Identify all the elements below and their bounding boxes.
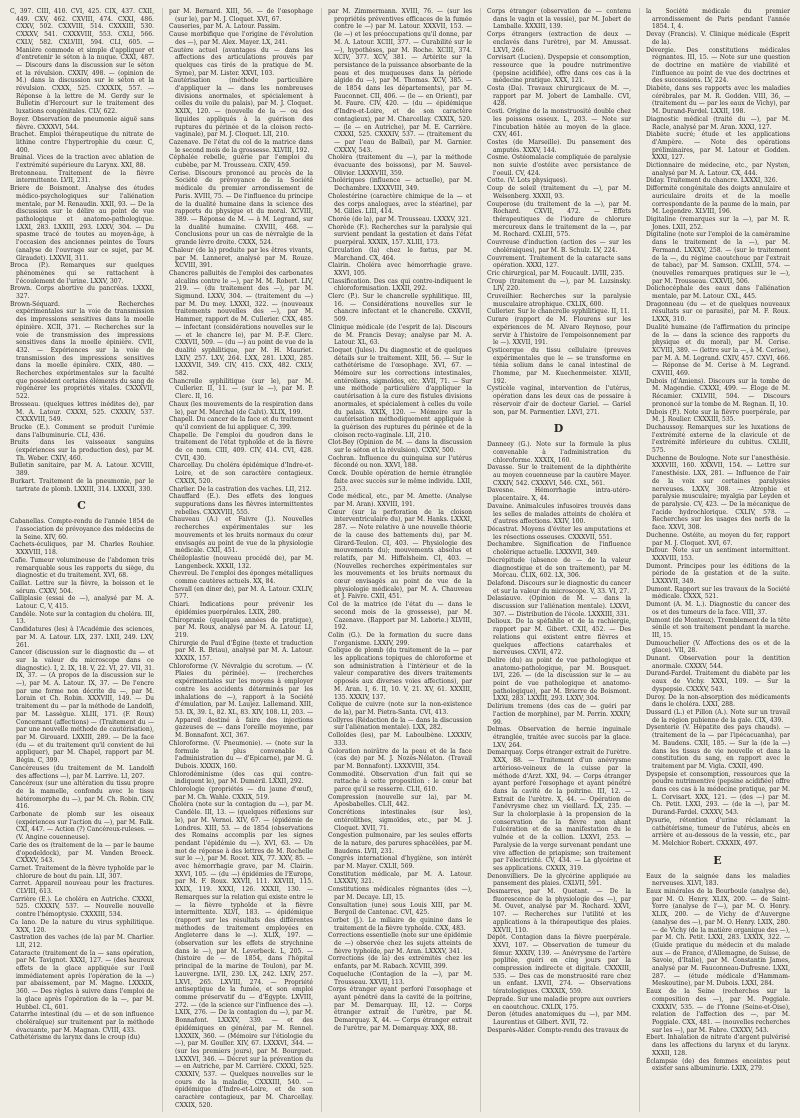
index-entry: Chlorodéminisme (des cas qui contre-indiquent le), par M. Duméril. LXXII, 292. (169, 770, 313, 786)
index-entry: par M. Bernard. XIII, 56. — de l'œsophage (sur le), par M. J. Cloquet. XVI, 67. (169, 8, 313, 23)
index-entry: Chirurgie de Paul d'Égine (texte et traduction par M. R. Briau), analysé par M. A. Latour. XXXIX, 157. (169, 639, 313, 663)
index-entry: Cruveilhier. Recherches sur la paralysie musculaire atrophique. CXLIX, 600. (487, 293, 631, 308)
index-entry: Catarrhe intestinal (du — et de son influence choléraïque) sur traitement par la méthode évacuante, par M. Magnan. CVIII, 433. (10, 1011, 154, 1034)
index-entry: Dubois (d'Amiens). Discours sur la tombe de M. Magendie. CXXXI, 499. — Éloge de M. Récamier. CXLVIII, 594. — Discours prononcé sur la tombe de M. Regnan. II, 10. (646, 377, 790, 408)
index-column-2 (162, 8, 313, 1112)
index-entry: la Société médicale du premier arrondissement de Paris pendant l'année 1854. I, 4. (646, 8, 790, 31)
index-entry: Davesne. Hémorrhagie intra-utéro-placentaire. X, 44. (487, 487, 631, 503)
index-entry: Chorède (F.). Recherches sur la paralysie qui survient pendant la gestation et dans l'état puerpéral. XXXIX, 157. XLIII, 173. (328, 223, 472, 247)
index-entry: Cancer (discussion sur le diagnostic du — et sur la valeur du microscope dans ce diagnostic). I, 2. IX, 18. V, 22. VI, 27. VII, 31. IX, 37. — (A propos de la discussion sur le —), par M. A. Latour. IX, 37. — De l'encre par une forme non décrite du —, par M. Lorain et Ch. Robin. XXXVIII, 149. — Du traitement du — par la méthode de Landolfi, par M. Lassègue. XLIII, 171. (F. Roux) Concernant (affections) — (Traitement du — par une nouvelle méthode de cautérisation), par M. Girouard. LXXIII, 289. — De la face (du — et du traitement qu'il convient de lui appliquer), par M. Chapel, rapport par M. Bégin. C, 399. (10, 649, 154, 765)
index-entry: Briere de Boismont. Analyse des études médico-psychologiques sur l'aliénation mentale, par M. Renaudin. XXII, 93. — De la discussion sur le délire au point de vue pathologique et anatomo-pathologique. LXXI, 283. LXXIII, 293. LXXV, 304. — Du spasme tracé de toutes au moyen-âge, à l'occasion des anciennes peintes de Tours (analyse de l'ouvrage sur ce sujet, par M. Giraudet). LXXVII, 311. (10, 185, 154, 262)
index-entry: Chorée (de la), par M. Trousseau. LXXXV, 321. (328, 215, 472, 223)
section-letter: E (713, 853, 723, 867)
index-entry: Dyspepsie et consomption, ressources que la poudre nutrimentive (pepsine acidifiée) offre dans ces cas à la médecine pratique, par M. L. Corvisart. XXX, 121. — (des —) par M. Ch. Petit. LXXI, 293. — (de la —), par M. Durand-Fardel. CXXXV, 543. (646, 770, 790, 817)
index-entry: Colloïdes (les), par M. Laboulbène. LXXXIV, 333. (328, 732, 472, 747)
index-entry: Causeries, par M. A. Latour. Passim. (169, 23, 281, 31)
index-entry: Cerise. Discours prononcé au procès de la Société de prévoyance de la Société médicale du premier arrondissement de Paris. XVIII, 75. — De l'influence du principe de la dualité humaine dans la science des rapports du physique et du moral. XCVIII, 389. — Réponse de M. — à M. Legrand, sur la dualité humaine. CXVIII, 468. — Conclusions pour un cas de névralgie de la grande lèvre droite. CXXX, 524. (169, 169, 313, 247)
index-entry: Demarquay. Corps étranger extrait de l'urètre. XXX, 88. — Traitement d'un anévrysme artérioso-veineux de la cuisse par la méthode d'Arzt. XXI, 94. — Corps étranger ayant perforé l'œsophage et ayant pénétré dans la cavité de la poitrine. III, 12. — Extrait de l'urètre. X, 44. — Opération de l'anévrysme chez un vieillard. LX, 235. — Sur la cholorplasie à la propension de la conservation de la fièvre non ahant l'ulcération et de sa manifestation du le vulnée et de la collion. LXXVI, 253. — Paralysie de la verge survenant pendant une vive affection de priapisme; son traitement par l'électricité. CV, 434. — La glycérine et ses applications. CXXIX, 319. (487, 749, 631, 872)
index-entry: Curare (rapport de M. Flourens sur les expériences de M. Alvaro Reynoso, pour servir à l'histoire de l'empoisonnement par le —). XXVII, 191. (487, 316, 631, 347)
index-entry: Chiropraxie (quelques années de pratique), par M. Roux, analysé par M. A. Latour. LI, 219. (169, 616, 313, 639)
index-entry: Dubois (P.). Note sur la fièvre puerpérale, par M. J. Roulier. CXXXIII, 535. (646, 408, 790, 424)
index-entry: Coloration noirâtre de la peau et de la face (cas de) par M. J. Nozès-Nélaton. (Travail par M. Bonnafont). LXXXVIII, 354. (328, 747, 472, 770)
index-entry: Chevall (en diner de), par M. A. Latour. CXLIV, 577. (169, 585, 313, 601)
index-column-4 (480, 8, 631, 1112)
index-entry: Chloroforme. (V. Pneumonie). — (note sur la formule la plus convenable à l'administration du — d'Epicarne), par M. G. Dubois. XXXIX, 160. (169, 739, 313, 770)
index-entry: Cataracte (traitement de la — sans opération, par M. Tavignot. XXXI, 127. — (des heureux effets de la glace appliquée sur l'œil immédiatement après l'opération de la —) par abaissement, par M. Magne. LXXXIX, 360. — Des règles à suivre dans l'emploi de la glace après l'opération de la —, par M. Hubbel. CL, 601. (10, 949, 154, 1011)
index-entry: Dolichocéphale des eaux dans l'aliénation mentale, par M. Latour. CXL, 445. (646, 285, 790, 301)
index-entry: Couvrement. Traitement de la cataracte sans opération. XXXI, 127. (487, 254, 631, 270)
index-entry: Chauffard (E.). Des effets des longues suppurations dans les fièvres intermittentes rebelles. CXXXVIII, 555. (169, 493, 313, 516)
index-entry: Chapelle. De l'emploi du goudron dans le traitement de l'état typhoïde et de la fièvre de ce nom. CIII, 409. CIV, 414. CVI, 428. CVII, 430. (169, 431, 313, 462)
index-entry: Chiari. Indications pour prévenir les épidémies puerpérales. LXIX, 280. (169, 601, 313, 616)
index-entry: Chloroforme (V. Névralgie du scrotum. — (V. Plaies du périnée). — (recherches expérimentales sur les moyens à employer contre les accidents déterminés par les inhalations de —), rapport à la Société d'émulation, par M. Laujez. Lallemand. XIII, 53. IX, 39. L, 82. XL, 83. XIV, 108. LI, 203. — Appareil destiné à faire des injections gazeuses de — dans l'oreille moyenne, par M. Bonnafont. XCI, 367. (169, 662, 313, 740)
index-entry: Dysenterie (V. Hépatite des pays chauds). — (traitement de la — par l'ipécacuanha), par M. Baudens. CXII, 185. — Sur la (de la —) dans les tissus de vie nouvelle et dans la constitution du sang, en rapport avec le traitement par M. Vigla. CXXII, 490. (646, 724, 790, 770)
index-entry: Brosseau. (quelques lettres inédites de), par M. A. Latour. CXXXI, 525. CXXXIV, 537. CXXXVIII, 549. (10, 400, 154, 424)
index-entry: Code médical, etc., par M. Amette. (Analyse par M. Aran). XXVIII, 191. (328, 493, 472, 508)
index-entry: Clot-Bey (Opinion de M. — dans la discussion sur le séton et la révulsion). CXXV, 500. (328, 439, 472, 455)
index-entry: Corrections (de la) des extrémités chez les enfants, par M. Rabach. XCVIII, 399. (328, 955, 472, 971)
index-entry: Cafie. Tumeur volumineuse de l'abdomen très remarquable sous les rapports du siège, du diagnostic et du traitement. XVI, 68. (10, 556, 154, 580)
index-entry: Cholériques (influence — actuelle), par M. Dechambre. LXXXVIII, 349. (328, 177, 472, 193)
index-entry: Coup de soleil (traitement du —), par M. Welsenberg. XXXII, 93. (487, 185, 631, 200)
index-entry: Davasse. Sur le traitement de la diphthérite au moyen couenneuse par la cautère Mayer. CXXIV, 542. CXXXVI, 546. CXL, 561. (487, 464, 631, 487)
index-entry: Chaleur (de la) produite par les êtres vivants, par M. Lanneret, analysé par M. Rouze. XCVIII, 391. (169, 246, 313, 270)
index-entry: Chapell. Du cancer de la face et du traitement qu'il convient de lui appliquer. C, 399. (169, 416, 313, 431)
index-entry: Ca lano. De la nature du virus syphilitique. XXX, 120. (10, 918, 154, 934)
index-entry: Diabète, dans ses rapports avec les maladies cérébrales, par M. R. Godden. VIII, 36, — (traitement du — par les eaux de Vichy), par M. Durand-Fardel. LXXII, 198. (646, 85, 790, 116)
index-entry: Boyer. Observation de pneumonie aiguë sans fièvre. CXXXVI, 544. (10, 115, 154, 131)
index-entry: Duroy. De la non-absorption des médicaments dans le choléra. LXXI, 288. (646, 693, 790, 709)
index-entry: Desmarres, par M. Quetant. — De la fluorescence de la physiologie des —), par M. Ouvet, analysé par M. Rochard. XXVI, 107. — Recherches sur l'utilité et les applications à la thérapeutique des plaies. XXVII, 110. (487, 888, 631, 934)
index-entry: Cancéreuses (du traitement de M. Landolfi des affections —), par M. Larrive. LI, 207. (10, 764, 154, 780)
index-entry: Congestion pulmonaire, par les seules efforts de la nature, des parures sphacélées, par M. Baudens. LVII, 231. (328, 832, 472, 855)
index-entry: Cysticerque du tissu cellulaire (preuves expérimentales que le — se transforme en ténia solium dans le canal intestinal de l'homme, par M. Kuechenmeister. XLVII, 192. (487, 346, 631, 385)
index-entry: Delioux. De la spéfahlie et de la rachiergie, rapport par M. Gibert. CXII, 452. — Des relations qui existent entre fièvres et quelques affections catarrhales et nerveuses. CXVII, 472. (487, 618, 631, 657)
index-entry: Candidatures (les) à l'Académie des sciences, par M. A. Latour. LIX, 237. LXII, 249. LXV, 261. (10, 626, 154, 649)
index-entry: Eaux de la Seine (recherches sur la composition des —), par M. Poggiale. CXXXIV, 535. — de l'Yonne (Seine-et-Oise), relation de l'affection des —, par M. Poggiale. CXX, 481. — (nouvelles recherches sur les —), par M. Fabre. CXXXV, 543. (646, 988, 790, 1034)
index-entry: Difformité congénitale des doigts annulaire et auriculaire droits et de la moelle correspondante de la paume de la main, par M. Legendre. XLVIII, 196. (646, 185, 790, 216)
index-entry: par M. Zimmermann. XVIII, 76. — (sur les propriétés préventives efficaces de la fumée contre le —) par M. Latour. XXXVII, 153. — (le —) et les préoccupations qu'il donne, par M. A. Latour. XCIII, 377. — Curabilité sur le —), hypothèses, par M. Roche. XCIII, 374. XCIV, 377. XCV, 381. — Artérite sur la persistance de la puissance absorbante de la peau et des muqueuses dans la période algide du —), par M. Thomas. XCV, 385. — de 1854 dans les départements), par M. Fauconnet. CII, 406. — (le — en Orient), par M. Faure. CIV, 420. — (du — épidémique d'Indre-et-Loire, et de son caractère contagieux), par M. Charcellay. CXXIX, 520. — (le — en Autriche), par M. E. Carrière. CXXXI, 525. CXXXIV, 537. — (traitement du — par l'eau de Balbaï), par M. Garnier. CXXXV, 543. (328, 8, 472, 154)
index-entry: Delafond. Discours sur le diagnostic du cancer et sur la valeur du microscope. V, 33. VI, 27. (487, 579, 631, 595)
index-entry: Corvisart (Lucien). Dyspepsie et consomption, ressource que la poudre nutrimentive (pepsine acidifiée), offre dans ces cas à la médecine pratique. XXX, 121. (487, 54, 631, 85)
index-entry: Brown-Séquard. — Recherches expérimentales sur la voie de transmission des impressions sensitives dans la moelle épinière. XCII, 371. — Recherches sur la voie de transmission des impressions sensitives dans la moelle épinière. CVII, 432. — Expériences sur la voie de transmission des impressions sensitives dans la moelle épinière. CXIX, 480. — Recherches expérimentales sur la faculté que possèdent certains éléments du sang de régénérer les propriétés vitales. CXXXVII, 522. (10, 300, 154, 401)
index-entry: Col de la matrice (de l'état du — dans le second mois de la grossesse), par M. Cazenave. (Rapport par M. Laborie.) XLVIII, 192. (328, 601, 472, 632)
index-entry: Dévergie. Des constitutions médicales régnantes. III, 15. — Note sur une question de doctrine en matière de viabilité et l'influence au point de vue des doctrines et des successions. LV, 224. (646, 46, 790, 85)
index-entry: Desparès-Alder. Compte-rendu des travaux de (487, 1026, 629, 1034)
index-entry: Delasiauve. (Opinion de M. — dans la discussion sur l'aliénation mentale). LXXVI, 307. — Distribution de l'école. LXXXIII, 331. (487, 595, 631, 618)
index-column-1 (10, 8, 154, 1112)
index-entry: Costi. Origine de la monstruosité double chez les poissons osseux. L, 203. — Note sur l'incubation hâtée au moyen de la glace. CXV, 461. (487, 108, 631, 139)
index-entry: Chevreul. De l'emploi des éponges métalliques comme cautères actuels. XX, 84. (169, 570, 313, 586)
index-entry: Cullerier. Sur le chancrelle syphilitique. II, 11. (487, 308, 630, 316)
index-entry: Choléra (traitement du —), par la méthode évacuante des boissons), par M. Sauvel-Olivier. LXXXVIII, 359. (328, 154, 472, 177)
index-entry: Cautère actuel (avantages du — dans les affections des articulations prouvés par quelques cas tirés de la pratique de M. Syme), par M. Lister. XXVI, 103. (169, 46, 313, 77)
index-entry: Clairin. Choléra avec hémorrhagie grave. XXVI, 105. (328, 262, 472, 277)
index-entry: Deron (études anatomiques du —), par MM. Laurentius et Gilbert. XVII, 72. (487, 1011, 631, 1026)
index-entry: Charcellay. Du choléra épidémique d'Indre-et-Loire, et de son caractère contagieux. CXXIX, 520. (169, 462, 313, 485)
index-entry: Circulation (la) chez le fœtus, par M. Marchand. CX, 464. (328, 246, 472, 262)
index-entry: Duchenne. Ostéite, au moyen du fer, rapport par M. J. Cloquet. XVI, 67. (646, 531, 790, 547)
index-entry: Denonvilliers. De la glycérine appliquée au pansement des plaies. CXLVII, 591. (487, 872, 631, 888)
index-entry: Deprade. Sur une maladie propre aux ouvriers en caoutchouc. CXLIX, 175. (487, 995, 631, 1011)
index-entry: Consultation (une) sous Louis XIII, par M. Bergoil de Cantenac. CVI, 425. (328, 901, 472, 917)
index-entry: Couperose (du traitement de la —), par M. Rochard. CXVII, 472. — Effets thérapeutiques de l'iodure de chlorure mercureux dans le traitement de la —, par M. Rochard. CXLIII, 575. (487, 200, 631, 239)
index-entry: Chancrelle syphilitique (sur le), par M. Cullerier. II, 11. — (sur le —), par M. P. Clerc. II, 16. (169, 377, 313, 401)
index-entry: Dysurie, rétention d'urine réclamant la cathétérisme, tumeur de l'utérus, abcès en arrière et au-dessous de la vessie, etc., par M. Melchior Robert. CXXXIX, 497. (646, 816, 790, 847)
index-entry: C, 397. CIII, 410. CVI, 425. CIX, 437. CXII, 449. CXV, 462. CXVIII, 474. CXXI, 486. CXXV, 502. CXXVIII, 514. CXXXIII, 530. CXXXV, 541. CXXXVIII, 553. CXLI, 566. CXLV, 582. CXLVIII, 594. CLI, 605. — Manière commode et simple d'appliquer et d'entretenir le séton à la nuque. CXXI, 487. — Discours dans la discussion sur le séton et la révulsion. CXXIV, 498. — (opinion de M.) dans la discussion sur le séton et la révulsion. CXXX, 525. CXXXIX, 557. — Réponse à la lettre de M. Gerdy sur le Bulletin d'Hercourt sur le traitement des luxations congénitales. CLV, 622. (10, 8, 154, 116)
index-entry: Clinique médicale (de l'esprit de la). Discours de M. Francis Devay; analyse par M. A. Latour. XL, 63. (328, 323, 472, 347)
index-entry: Colique de plomb (du traitement de la — par les applications topiques de chloroforme et son administration à l'intérieur et de la valeur comparative des divers traitements opposés aux diverses voies affections), par M. Aran. I, 6. II, 10. V, 21. XV, 61. XXXIII, 135. XXXIV, 137. (328, 647, 472, 701)
index-entry: Chauveau (A.) et Faivre (J.). Nouvelles recherches expérimentales sur les mouvements et les bruits normaux du cœur envisagés au point de vue de la physiologie médicale. CXII, 451. (169, 516, 313, 555)
index-entry: Cancéreux (sur une altération du tissu propre de la mamelle, confondu avec le tissu hétéromorphe du —), par M. Ch. Robin. CIV, 416. (10, 780, 154, 811)
index-entry: Cachets-éculiques, par M. Charles Rouhier. XXXVIII, 118. (10, 541, 154, 557)
index-entry: Cœur (sur la perforation de la cloison interventriculaire du), par M. Hanks. LXXXI, 287. — Note relative à une nouvelle théorie de la cause des battements du), par M. Girard-Teulon. CI, 403. — Physiologie des mouvements du); mouvements absolus et relatifs, par M. Hiffelsheim. CI, 403. — (Nouvelles recherches expérimentales sur les mouvements et les bruits normaux du cœur envisagés au point de vue de la physiologie médicale), par M. A. Chauveau et J. Faivre. CXII, 451. (328, 508, 472, 601)
index-entry: Cysticèle vaginal, intervention de l'utérus, opération dans les deux cas de pessaire à réservoir d'air de docteur Gariel. — Gariel son, par M. Parmentier. LXVI, 271. (487, 385, 631, 416)
index-entry: Eaux de la saignée dans les maladies nerveuses. XLVI, 183. (646, 872, 790, 888)
index-entry: Colin (G.). De la formation du sucre dans l'organisme. LXXIV, 299. (328, 631, 472, 647)
index-entry: Clerc (P.). Sur le chancrelle syphilitique. III, 16. — Considérations nouvelles sur le chancre infectant et le chancrelle. CXXVII, 509. (328, 293, 472, 324)
index-entry: Bretonneau. Traitement de la fièvre intermittente. LVII, 231. (10, 169, 154, 185)
index-entry: Corrections essentielle (note sur une épidémie de —) observée chez les sujets atteints de fièvre typhoïde, par M. Aran. LXXXV, 341. (328, 932, 472, 955)
index-entry: Céphalée rebelle, guérie par l'emploi du cubèbe, par M. Trousseau. CXIV, 459. (169, 154, 313, 170)
index-entry: Collyres (Rédaction de la — dans la discussion sur l'aliénation mentale). LXX, 282. (328, 716, 472, 732)
index-entry: Couvreuse d'induction (action des — sur les choléraiques), par M. B. Schulz. LV, 224. (487, 239, 631, 254)
index-entry: Digitaline (remarques sur la —), par M. R. Jones. LXII, 252. (646, 215, 790, 231)
index-entry: Ebert. Inhalation de nitrate d'argent pulvérisé dans les affections du larynx et du larynx. XXXII, 128. (646, 1034, 790, 1057)
index-entry: Charlier. De la castration des vaches. LII, 212. (169, 485, 312, 493)
index-entry: Delirium tremens (des cas de — guéri par l'action de morphine), par M. Perrin. XXXIV, 99. (487, 703, 631, 726)
index-entry: Corbet (J.). Le miliaire de quinine dans le traitement de la fièvre typhoïde. CXX, 483. (328, 916, 472, 932)
index-entry: Carbonate de plomb sur les oiseaux (expériences sur l'action du —), par M. Falk. CXI, 447. — Action (?) Cancéreux-ruleses. — (V. Angine couenneuse). (10, 811, 154, 842)
index-entry: Congrès international d'hygiène, son intérêt par M. Mayer. CXLII, 569. (328, 855, 472, 871)
index-entry: Carrière (E.). Le choléra en Autriche. CXXXI, 525. CXXXIV, 537. — Nouvelle nouvelle contre l'hémoptysie. CXXXIII, 534. (10, 895, 154, 919)
index-entry: Brown. Corps abortive du pancréas. LXXXI, 327. (10, 285, 154, 301)
index-entry: Chlorologie (propriétés — du jaune d'œuf), par M. Ch. Wahle. CXXIX, 519. (169, 786, 313, 801)
index-entry: Dragonneau (du — et de quelques nouveaux résultats sur ce parasite), par M. F. Roux. LXXX, 310. (646, 300, 790, 324)
index-entry: Compression (nouvelle sur la), par M. Aposbabelles. CLII, 442. (328, 793, 472, 809)
index-entry: Corps étranger (observation de — contenu dans le vagin et la vessie), par M. Jobert de Lamballe. XXXIII, 139. (487, 8, 631, 31)
index-entry: Coqueluche (Contagion de la —), par M. Trousseau. XXVII, 113. (328, 970, 472, 986)
index-entry: Croup (traitement du —), par M. Luzsinsky. LIV, 220. (487, 277, 631, 293)
index-entry: Décastrat. Moyens d'éviter les amputations et les résections osseuses. CXXXVII, 551. (487, 526, 631, 541)
index-entry: Digitaline (note sur l'emploi de la caméramine dans le traitement de la —), par M. Fermand. LXXXV, 258. — (sur le traitement de la —, du régime caoutchouc par l'extrait de tabac), par M. Samson. CXLIII, 574. — (nouvelles remarques pratiques sur le —), par M. Trousseau. CXXVII, 506. (646, 231, 790, 285)
index-entry: Castration des vaches (de la) par M. Charlier. LII, 212. (10, 934, 154, 949)
index-entry: Dumont. Principes pour les éditions de la période de la gestation et de la suite. LXXXVII, 349. (646, 562, 790, 586)
index-entry: Colique de cuivre (note sur la non-existence de la), par M. Pietra-Santa. CVI, 413. (328, 701, 472, 716)
index-entry: Calliplasie (essai de —), analysé par M. A. Latour. C, V, 415. (10, 595, 154, 611)
index-entry: Danneey (G.). Note sur la formule la plus convenable à l'administration du chloroforme. XXXIX, 160. (487, 441, 631, 464)
index-entry: Cazenave. De l'état du col de la matrice dans le second mois de la grossesse. XLVIII, 192. (169, 138, 313, 154)
index-entry: Commodité. Observation d'un fait qui se rattache à cette proposition : le cœur bat parce qu'il se resserre. CLII, 610. (328, 770, 472, 794)
index-entry: Dufour. Note sur un sentiment intermittent. XXXVIII, 153. (646, 547, 790, 562)
index-entry: Burkart. Traitement de la pneumonie, par le tartrate de plomb. LXXIII, 314. LXXXII, 330. (10, 477, 154, 493)
index-entry: Cochran. Influence du quinquina sur l'utérus fécondé ou non. XXVI, 188. (328, 454, 472, 470)
index-entry: Carie des os (traitement de la — par le baume d'opodeldock), par M. Vanden Broeck. CXXXV, 543. (10, 841, 154, 865)
index-entry: Chaux (les mouvements de la respiration dans le), par M. Marchal (de Calvi). XLIX, 199. (169, 400, 313, 416)
index-entry: Concrétions intestinales (sur les), entérolithes, sigmoïdes, etc., par M. J. Cloquet. XVII, 71. (328, 809, 472, 832)
index-entry: Devay (Francis). V. Clinique médicale (Esprit de la). (646, 31, 790, 46)
index-entry: Corps étranger ayant perforé l'œsophage et ayant pénétré dans la cavité de la poitrine, par M. Demarquay. III, 12. — Corps étranger extrait de l'urètre, par M. Demarquay. X, 44. — Corps étranger extrait de l'urètre, par M. Demarquay. XXX, 88. (328, 986, 472, 1032)
index-entry: Cric chirurgical, par M. Foucault. LVIII, 235. (487, 269, 625, 277)
index-entry: Delire (du) au point de vue pathologique et anatomo-pathologique, par M. Bousquet. LVI, 226. — (de la discussion sur le — au point de vue pathologique et anatomo-pathologique), par M. Brierre de Boismont. LXXI, 283. LXXIII, 293. LXXV, 304. (487, 656, 631, 703)
index-entry: Davaine. Animalcules infusoires trouvés dans les selles de malades atteints de choléra et d'autres affections. XXIV, 100. (487, 502, 631, 526)
index-entry: Dumouchelier (V. Affections des os et de la glace). VII, 28. (646, 639, 790, 655)
index-entry: Cathétérisme du larynx dans le croup (du) (10, 1034, 140, 1042)
index-entry: Brucke (E.). Comment se produit l'urémie dans l'albuminurie. CLI, 436. (10, 423, 154, 439)
index-entry: Constitutions médicales régnantes (des —), par M. Decaye. LII, 15. (328, 886, 472, 901)
index-entry: Dumont (de Monteux). Tremblement de la tête sénile et son traitement pendant la marche. III, 15. (646, 616, 790, 639)
index-entry: Duchaussoy. Remarques sur les luxations de l'extrémité externe de la clavicule et de l'extrémité inférieure du cubitus. CXLIII, 575. (646, 423, 790, 455)
index-entry: Bruits dans les vaisseaux sanguins (expériences sur la production des), par M. Th. Weber. CXIV, 460. (10, 439, 154, 462)
index-entry: Cosme. Ostéomalacie compliquée de paralysie non suivie d'ostéite avec persistance de l'oeuil. CV, 424. (487, 154, 631, 177)
index-entry: Cause morbifique que l'origine de l'évolution des —), par M. Alex. Mayer. LX, 241. (169, 31, 313, 46)
index-entry: Choléra (note sur la contagion du —), par M. Candèle. III, 13. — (quelques réflexions sur le), par M. Vernoi. XIV, 67. — (épidémie de Londres. XIII, 53. — de 1854 (observations des Romains accomplis par les signes pendant l'épidémie du —). XVI, 63. — Un mot de réponse à des lettres de M. Rochelle sur le —), par M. Rocet. XIX, 77. XXV, 85. — avec hémorrhagie grave, par M. Clairin. XXVI, 105. — (du —) épidémies de l'Europe, par M. F. Roux. XXVII, 111. XXVIII, 115. XXIX, 119. XXXI, 126. XXXII, 130. — Remarques sur la relation qui existe entre le — la fièvre typhoïde et la fièvre intermittente. XLVI, 183. — épidémique (rapport sur les résultats des différentes méthodes de traitement employées en Angleterre dans le —). XLIX, 197. — (observation sur les effets de strychnine dans le —), par M. Leverbeck. L, 205. — (histoire de — de 1854, dans l'hôpital principal de la marine de Toulon), par M. Lauvergne. LVII, 230. LX, 242. LXIV, 257. LXVI, 265. LXVIII, 274. — Propriété antiseptique de la fumée, et son emploi comme préservatif du — d'Egypte. LXVIII, 272. — (de la science sur l'influence des —). LXIX, 276. — De la contagion du —), par M. Bonnafont. LXXXV, 339. — et des épidémiques en général, par M. Rennel. LXXXIX, 360. — (Mémoire sur l'étiologie du —), par M. Gouller. XIV, 67. LXXXVI, 344. — (sur les premiers jours), par M. Bourguet. LXXXVI, 346. — Décret sur la prévention du — en Autriche, par M. Carrière. CXXXI, 525. CXXXIV, 537. — Quelques nouvelles sur le cours de la maladie, CXXXIII, 540. — épidémique d'Indre-et-Loire, et de son caractère contagieux, par M. Charcellay. CXXIX, 520. (169, 801, 313, 1109)
section-letter: C (77, 499, 87, 513)
index-entry: Delmas. Observation de hernie inguinale étranglée, traitée avec succès par la glace. LXV, 264. (487, 726, 631, 749)
index-entry: Cotte. (V. Lots physiques). (487, 177, 568, 185)
index-entry: Dépôt. Contagion dans la fièvre puerpérale. XXVI, 107. — Observation de tumeur du fémur. XXXIV, 139. — Anévrysme de l'artère poplitée, guéri en cinq jours par la compression indirecte et digitale. CXXXIII, 535. — Des cas de monstruosité rare chez un enfant. LXVII, 274. — Observations tératologiques. CXXXIX, 559. (487, 934, 631, 996)
index-entry: Cabanellas. Compte-rendu de l'année 1854 de l'association de prévoyance des médecins de la Seine. XIV, 60. (10, 518, 154, 541)
index-entry: Cautérisation (méthode particulière d'appliquer la — dans les nombreuses divisions anormales, et spécialement à celles du voile du palais), par M. J. Cloquet. XXIX, 120. — (nouvelle de la — ou des liquides appliqués à la guérison des ruptures du périnée et de la cloison recto-vaginale), par M. J. Cloquet. LII, 210. (169, 77, 313, 139)
index-entry: Décrépitude (absence de — de la valeur diagnostique et de son traitement), par M. Morcau. CLIX, 602. LX, 306. (487, 556, 631, 580)
index-entry: Chéiloplastie (nouveau procédé de), par M. Langenbeck. XXXII, 132. (169, 554, 313, 570)
index-entry: Durand-Fardel. Traitement du diabète par les eaux de Vichy. XXXI, 109. — Sur la dyspepsie. CXXXV, 543. (646, 670, 790, 693)
index-entry: Costa (Da). Travaux chirurgicaux de M. —, rapport par M. Jobert de Lamballe. CVI, 428. (487, 85, 631, 108)
index-entry: Diday. Traitement du chancre. LXXXI, 326. (646, 177, 778, 185)
index-entry: Chancres palluités de l'emploi des carbonates alcalins contre le —), par M. M. Robert. LIV, 219. — (du traitement des —), par M. Sigmund. LXXV, 304. — (traitement du —) par M. Du mey. LXXXI, 322. — (nouveaux traitements nouvelles des —), par M. Hammer, rapport de M. Cullerier. CXX, 485. — infectant (considérations nouvelles sur le — et le chancre le), par M. P.-F. Clerc. CXXVII, 509. — (du —) au point de vue de la dualité syphilitique, par M. H. Mauriet. LXIV, 257. LXV, 264. LXX, 281. LXXI, 285. LXXXVII, 349. CIV, 415. CXX, 482. CXLV, 582. (169, 269, 313, 378)
index-entry: Cœck. Double opération de hernie étranglée faite avec succès sur le même individu. LXII, 253. (328, 470, 472, 493)
index-entry: Duchenne de Boulogne. Note sur l'anesthésie. XXXVIII, 160. XXXVII, 154. — Lettre sur l'anesthésie. LXX, 281. — Influence de l'air de la voix sur certaines paralysies nerveuses. LXXV, 308. — Atrophie et paralysie musculaire; myalgia par Leyden et de paralysie. CV, 423. — De la mécanique de l'acide hydrochlorique. CXLIV, 578. — Recherches sur les usages des nerfs de la face. XXVI, 308. (646, 454, 790, 532)
index-entry: Dictionnaire de médecine, etc., par Nysten, analysé par M. A. Latour. CX, 444. (646, 162, 790, 177)
index-column-5 (639, 8, 790, 1112)
index-entry: Corps étrangers (extraction de deux — enclavés dans l'urètre), par M. Amussat. LXVI, 266. (487, 31, 631, 54)
index-column-3 (321, 8, 472, 1112)
index-entry: Carnet. Traitement de la fièvre typhoïde par le chlorure de bout du pain. LII, 307. (10, 864, 154, 880)
section-letter: D (553, 422, 565, 436)
index-entry: Dussard (L.) et Pillon (A.). Note sur un travail de la région pubienne de la gale. CIX, 439. (646, 708, 790, 724)
index-entry: Classification. Des cas qui contre-indiquent le chloroformisation. LXXII, 292. (328, 277, 472, 293)
index-entry: Carret. Appareil nouveau pour les fractures. CLVIII, 613. (10, 880, 154, 896)
index-entry: Dumont. Rapport sur les travaux de la Société médicale. CXXX, 521. (646, 585, 790, 601)
index-entry: Brachet. Emploi thérapeutique du nitrate de lithine contre l'hypertrophie du cœur. C, 400. (10, 131, 154, 154)
index-entry: Broca (P.). Remarques sur quelques phénomènes qui se rattachent à l'écoulement de l'urine. LXXV, 307. (10, 262, 154, 285)
index-entry: Cholestérine (caractère chimique de la — et des corps analogues, avec la stéarine), par M. Gilles. LIII, 414. (328, 192, 472, 216)
index-entry: Dumont (A. M. L.). Diagnostic du cancer des os et des tumeurs de la face. VIII, 37. (646, 601, 790, 616)
index-entry: Costes (de Marseille). Du pansement des amputés. XXXV, 144. (487, 138, 631, 154)
index-entry: Candèle. Note sur la contagion du choléra. III, 13. (10, 610, 154, 626)
index-entry: Diagnostic médical (traité du —), par M. Racle, analysé par M. Aran. XXXI, 127. (646, 115, 790, 131)
index-entry: Diabète sucré; étude et les applications d'Ampère. — Note des opérations préliminaires, par M. Latour et Godden. XXXI, 127. (646, 131, 790, 162)
index-entry: Caillat. Lettre sur la fièvre, la boisson et le sérum. CXXV, 504. (10, 579, 154, 595)
index-entry: Dechambre. Signification de l'influence cholérique actuelle. LXXXVII, 349. (487, 541, 631, 557)
index-entry: Dualité humaine (de l'affirmation du principe de la — dans la science des rapports du physique et du moral), par M. Cerise. XCVIII, 389. — (lettre sur la —, à M. Cerise), par M. A. M. Legrand. CXIV, 457. CXVI, 466. — Réponse de M. Cerise à M. Legrand. CXVIII, 469. (646, 323, 790, 378)
index-entry: Brainal. Vices de la traction avec ablation de l'extrémité supérieure du Larynx. XXI, 88. (10, 154, 154, 170)
index-entry: Dunant. Observation pour la dentition anormale. CXXXV, 544. (646, 655, 790, 670)
index-entry: Bulletin sanitaire, par M. A. Latour. XCVIII, 389. (10, 462, 154, 478)
index-entry: Éclampsie (de) des femmes enceintes peut exister sans albuminurie. LXIX, 279. (646, 1057, 790, 1073)
index-entry: Cloquet (Jules). Du diagnostic et de quelques détails sur le traitement. XIII, 56. — Sur le cathétérisme de l'œsophage. XVI, 67. — Mémoire sur les corrections intestinales, entéroliens, sigmoïdes, etc. XVII, 71. — Sur une méthode particulière d'appliquer la cautérisation à la cure des fistules divisions anormales, et spécialement à celles du voile du palais. XXIX, 120. — Mémoire sur la cautérisation méthodiquement appliquée à la guérison des ruptures du périnée et de la cloison recto-vaginale. LII, 210. (328, 346, 472, 439)
index-entry: Eaux minérales de la Bourboule (analyse de), par M. O. Henry. XLIX, 200. — de Saint-Yorre (analyse de l'—), par M. O. Henry. XLIX, 200. — de Vichy de d'Auvergne (analyse des —), par M. O. Henry. LXIX, 280. — de Vichy (de la matière organique des —), par M. Ch. Petit. LXXI, 283. LXXIX, 322. — (Guide pratique du médecin et du malade aux — de France, d'Allemagne, de Suisse, de Savoie, d'Italie), par M. Constantin James, analysé par M. Fauconneau-Dufresne. LXXI, 287. — (étude médicale d'Hammam-Meskoutine), par M. Dubois. LXXI, 284. (646, 888, 790, 988)
index-entry: Constitution médicale, par M. A. Latour. LXXXIV, 321. (328, 870, 472, 886)
